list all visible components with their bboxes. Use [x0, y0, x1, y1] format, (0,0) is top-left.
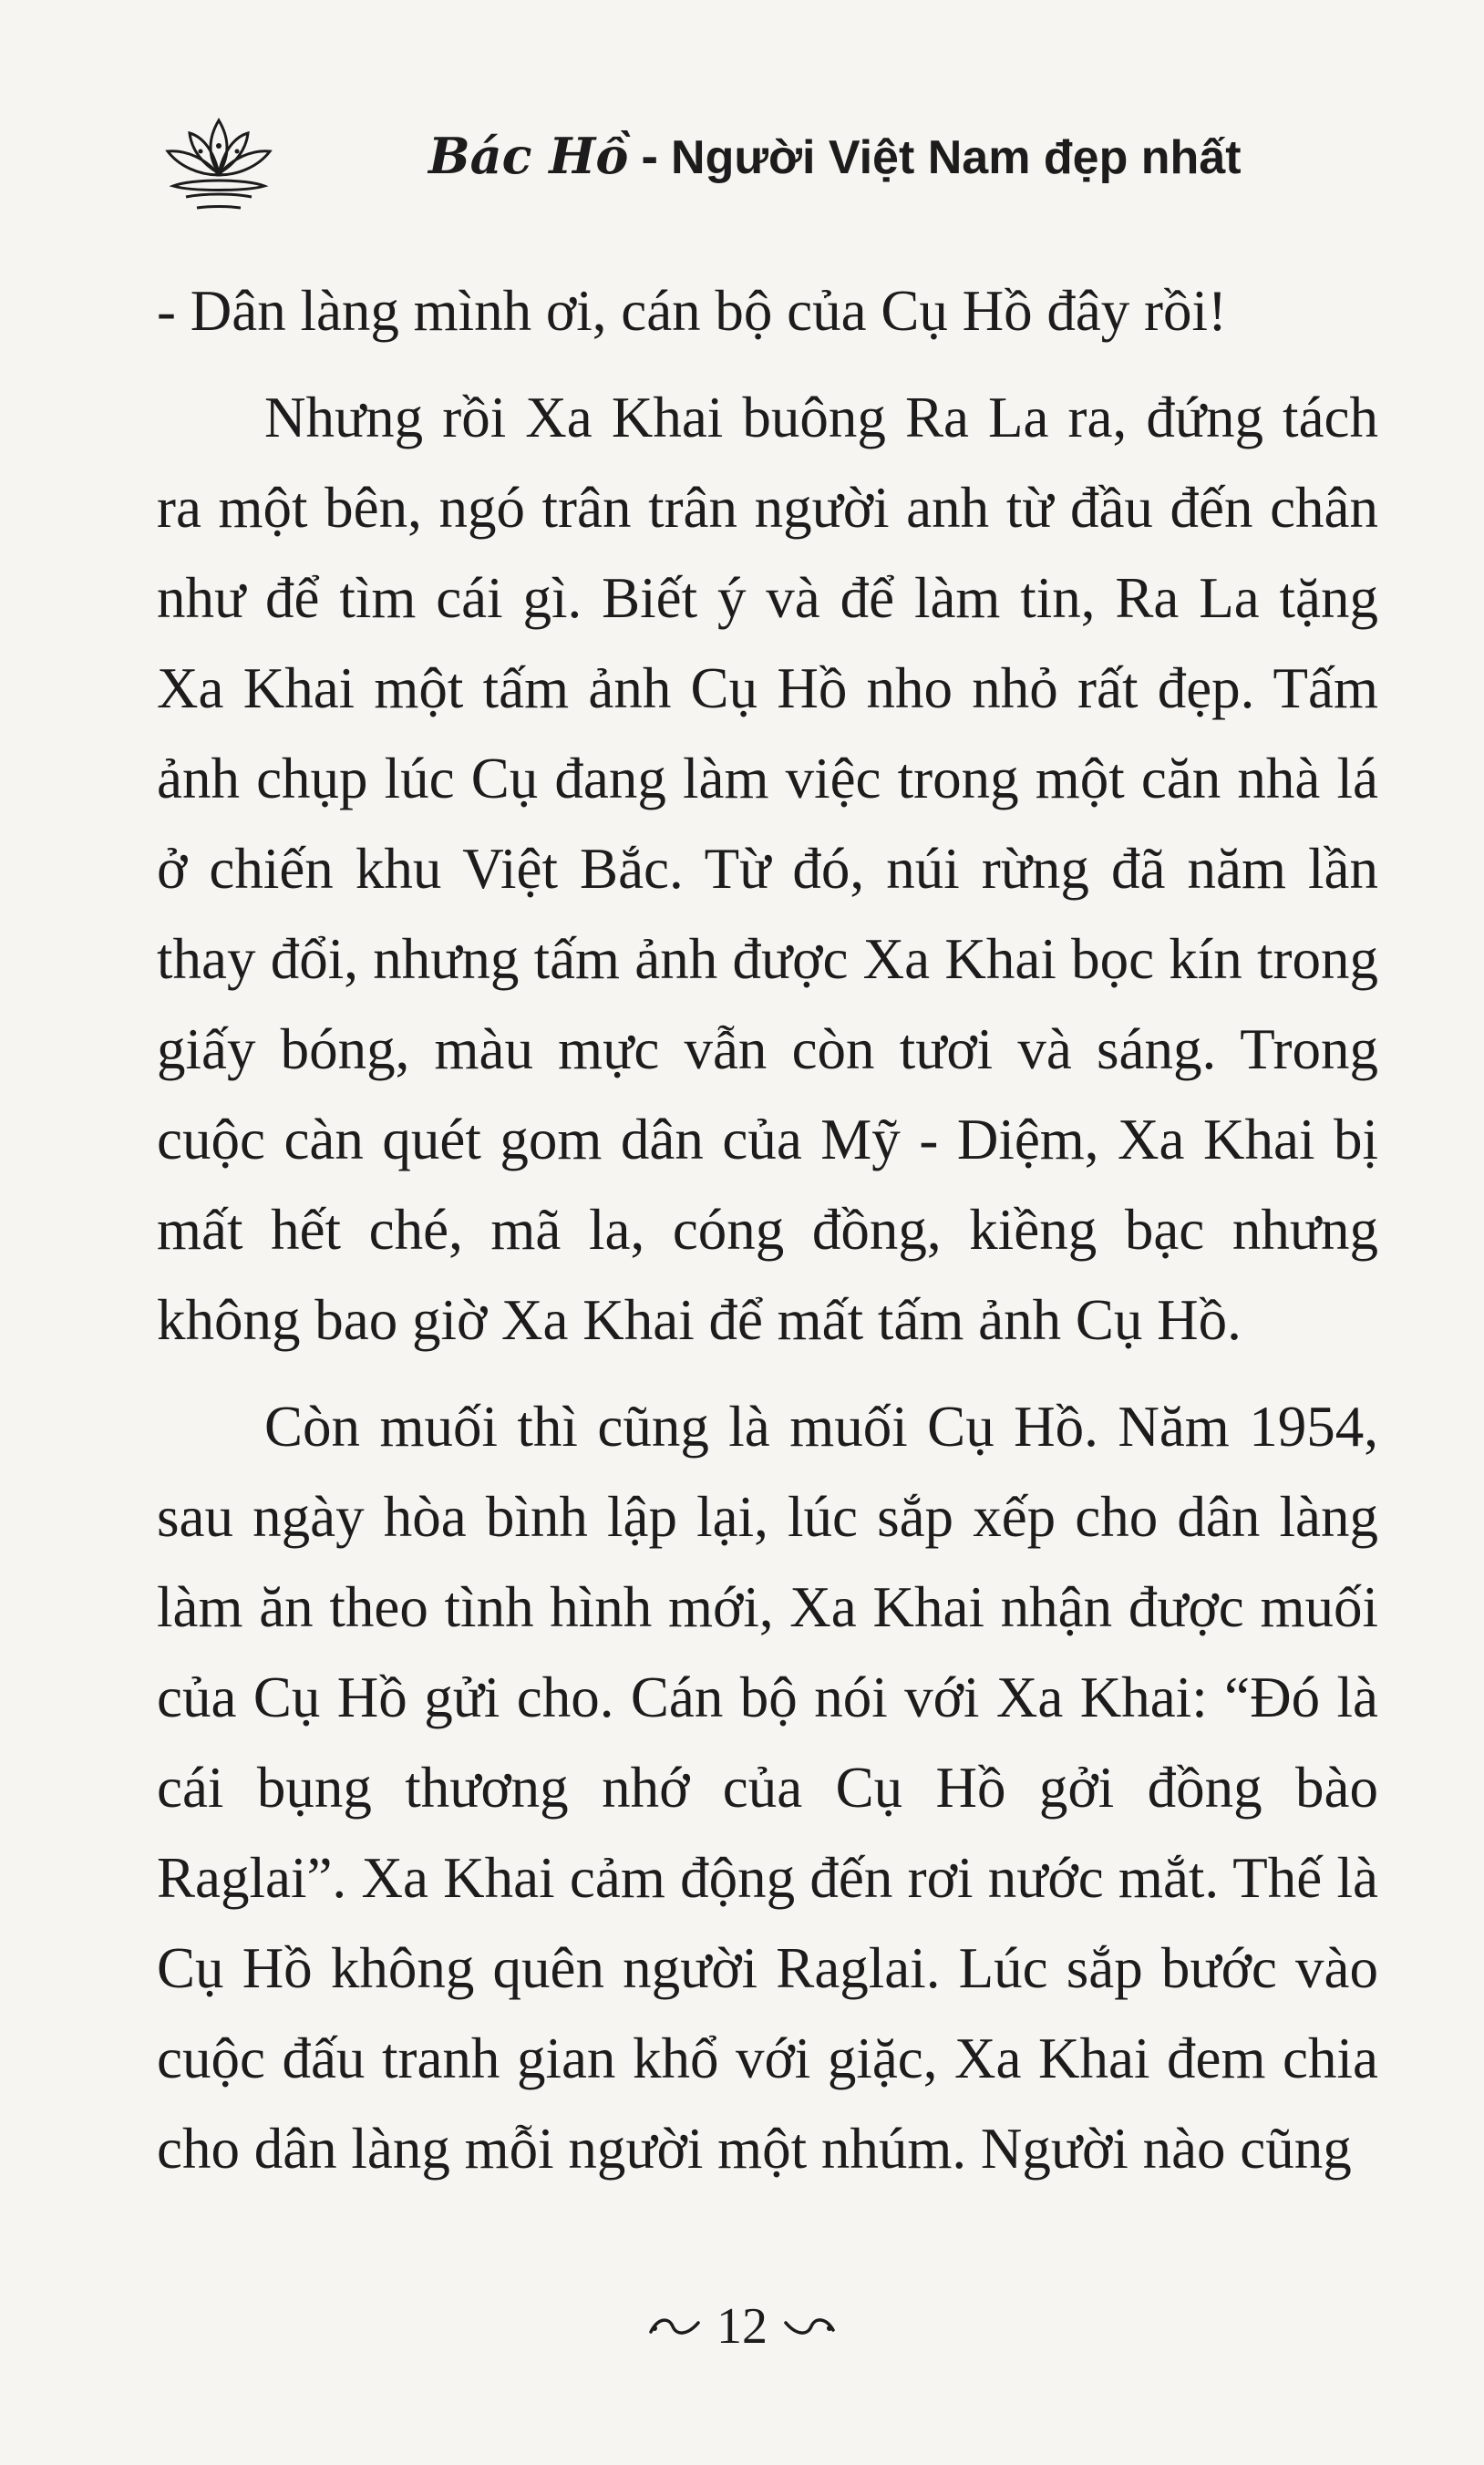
lotus-icon: [155, 109, 283, 219]
header-title-script: Bác Hồ: [428, 127, 629, 185]
flourish-icon: [647, 2308, 702, 2345]
paragraph: - Dân làng mình ơi, cán bộ của Cụ Hồ đây rồi!: [157, 279, 1228, 343]
page-footer: [0, 2297, 1484, 2370]
page-number: 12: [716, 2298, 768, 2355]
header-title-separator: -: [641, 127, 659, 184]
running-header: [155, 109, 1340, 237]
flourish-icon: [782, 2308, 837, 2345]
paragraph: Nhưng rồi Xa Khai buông Ra La ra, đứng tách ra một bên, ngó trân trân người anh từ đầu đến chân như để tìm cái gì. Biết ý và để làm tin, Ra La tặng Xa Khai một tấm ảnh Cụ Hồ nho nhỏ rất đẹp. Tấm ảnh chụp lúc Cụ đang làm việc trong một căn nhà lá ở chiến khu Việt Bắc. Từ đó, núi rừng đã năm lần thay đổi, nhưng tấm ảnh được Xa Khai bọc kín trong giấy bóng, màu mực vẫn còn tươi và sáng. Trong cuộc càn quét gom dân của Mỹ - Diệm, Xa Khai bị mất hết ché, mã la, cóng đồng, kiềng bạc nhưng không bao giờ Xa Khai để mất tấm ảnh Cụ Hồ.: [157, 386, 1378, 1352]
body-text: [157, 266, 1378, 2194]
header-title-main: Người Việt Nam đẹp nhất: [671, 131, 1242, 184]
header-title: [428, 126, 1242, 186]
paragraph: Còn muối thì cũng là muối Cụ Hồ. Năm 1954, sau ngày hòa bình lập lại, lúc sắp xếp cho dân làng làm ăn theo tình hình mới, Xa Khai nhận được muối của Cụ Hồ gửi cho. Cán bộ nói với Xa Khai: “Đó là cái bụng thương nhớ của Cụ Hồ gởi đồng bào Raglai”. Xa Khai cảm động đến rơi nước mắt. Thế là Cụ Hồ không quên người Raglai. Lúc sắp bước vào cuộc đấu tranh gian khổ với giặc, Xa Khai đem chia cho dân làng mỗi người một nhúm. Người nào cũng: [157, 1395, 1378, 2181]
